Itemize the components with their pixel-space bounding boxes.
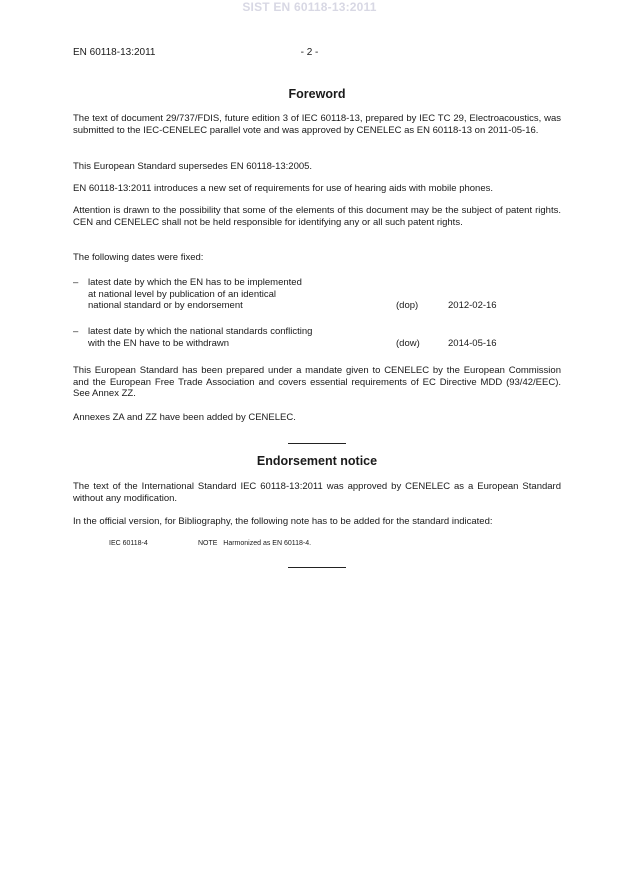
date-item-line: with the EN have to be withdrawn — [88, 337, 229, 349]
foreword-closing-1: This European Standard has been prepared under a mandate given to CENELEC by the European Commission and the European Free Trade Association and covers essential requirements of EC Directive MDD (93/42/EEC). See Annex ZZ. — [73, 365, 561, 399]
list-dash: – — [73, 326, 79, 337]
note-standard: IEC 60118-4 — [109, 540, 148, 547]
foreword-paragraph-1: The text of document 29/737/FDIS, future edition 3 of IEC 60118-13, prepared by IEC TC 29, Electroacoustics, was submitted to the IEC-CENELEC parallel vote and was approved by CENELEC as EN 60118-13 on 2011-05-16. — [73, 113, 561, 136]
section-divider — [288, 443, 346, 444]
list-dash: – — [73, 277, 79, 288]
date-value-dop: 2012-02-16 — [448, 300, 497, 311]
foreword-paragraph-2: This European Standard supersedes EN 60118-13:2005. — [73, 161, 313, 172]
endorsement-paragraph-2: In the official version, for Bibliography, the following note has to be added for the standard indicated: — [73, 516, 493, 527]
foreword-paragraph-3: EN 60118-13:2011 introduces a new set of requirements for use of hearing aids with mobile phones. — [73, 183, 494, 194]
date-abbr-dop: (dop) — [396, 300, 419, 311]
date-value-dow: 2014-05-16 — [448, 338, 497, 349]
section-divider-end — [288, 567, 346, 568]
header-doc-id: EN 60118-13:2011 — [73, 47, 156, 58]
date-item-line: latest date by which the national standards conflicting — [88, 326, 313, 337]
date-item-line: latest date by which the EN has to be implemented — [88, 277, 302, 288]
date-item-line: national standard or by endorsement — [88, 300, 243, 311]
foreword-paragraph-5: The following dates were fixed: — [73, 252, 204, 263]
date-abbr-dow: (dow) — [396, 338, 420, 349]
header-page-number: - 2 - — [300, 47, 319, 58]
endorsement-title: Endorsement notice — [256, 454, 378, 468]
endorsement-paragraph-1: The text of the International Standard IEC 60118-13:2011 was approved by CENELEC as a European Standard without any modification. — [73, 481, 561, 504]
date-item-line: at national level by publication of an identical — [88, 288, 277, 300]
watermark: SIST EN 60118-13:2011 — [242, 0, 377, 14]
note-text: NOTE Harmonized as EN 60118-4. — [198, 540, 312, 547]
foreword-closing-2: Annexes ZA and ZZ have been added by CENELEC. — [73, 412, 296, 423]
foreword-paragraph-4: Attention is drawn to the possibility that some of the elements of this document may be the subject of patent rights. CEN and CENELEC shall not be held responsible for identifying any or all such patent rights. — [73, 205, 561, 228]
foreword-title: Foreword — [288, 87, 346, 101]
